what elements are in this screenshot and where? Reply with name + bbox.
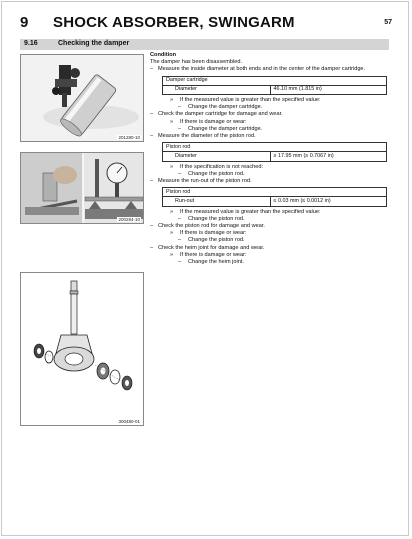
- condition-if: [150, 230, 390, 237]
- action-text: Change the damper cartridge.: [188, 104, 263, 111]
- figure-heim-joint-drawing: [20, 272, 144, 426]
- spec-name: Diameter: [163, 152, 271, 161]
- spec-table-piston-rod-diameter: [162, 142, 387, 161]
- spec-table-piston-rod-runout: [162, 187, 387, 206]
- heim-joint-exploded-drawing: [21, 273, 144, 426]
- action: [150, 171, 390, 178]
- condition-if: [150, 252, 390, 259]
- action-text: Change the damper cartridge.: [188, 125, 263, 132]
- action: [150, 216, 390, 223]
- step-check-cartridge: [150, 111, 390, 118]
- step-text: Check the damper cartridge for damage and wear.: [158, 111, 283, 118]
- spec-value: ≤ 0.03 mm (≤ 0.0012 in): [270, 197, 386, 206]
- action: [150, 237, 390, 244]
- spec-table-header: Piston rod: [163, 188, 387, 197]
- condition-if: [150, 119, 390, 126]
- condition-if-text: If the measured value is greater than the specified value:: [180, 97, 321, 104]
- page-number: 57: [384, 19, 392, 26]
- condition-if-text: If there is damage or wear:: [180, 118, 247, 125]
- figure-damper-cartridge-photo: [20, 54, 144, 142]
- condition-if: [150, 97, 390, 104]
- spec-name: Diameter: [163, 85, 271, 94]
- section-number: 9.16: [24, 40, 38, 47]
- condition-if-text: If the specification is not reached:: [180, 163, 264, 170]
- step-text: Check the piston rod for damage and wear.: [158, 223, 265, 230]
- step-text: Measure the inside diameter at both ends and in the center of the damper cartridge.: [158, 66, 366, 73]
- page-header: [20, 14, 392, 36]
- spec-table-damper-cartridge: [162, 76, 387, 95]
- action-text: Change the piston rod.: [188, 237, 245, 244]
- chapter-number: 9: [20, 14, 29, 31]
- condition-if: [150, 209, 390, 216]
- step-measure-runout: [150, 178, 390, 185]
- spec-name: Run-out: [163, 197, 271, 206]
- spec-value: 46.10 mm (1.815 in): [270, 85, 386, 94]
- action-text: Change the heim joint.: [188, 259, 244, 266]
- step-text: Measure the diameter of the piston rod.: [158, 133, 256, 140]
- section-title: Checking the damper: [58, 40, 130, 47]
- condition-if-text: If there is damage or wear:: [180, 230, 247, 237]
- spec-value: ≥ 17.95 mm (≥ 0.7067 in): [270, 152, 386, 161]
- condition-text: The damper has been disassembled.: [150, 59, 243, 66]
- piston-rod-runout-image: [21, 153, 144, 224]
- condition-if-text: If the measured value is greater than the specified value:: [180, 208, 321, 215]
- spec-table-header: Piston rod: [163, 143, 387, 152]
- condition-heading: Condition: [150, 52, 177, 58]
- chapter-title: SHOCK ABSORBER, SWINGARM: [53, 14, 295, 31]
- spec-table-header: Damper cartridge: [163, 76, 387, 85]
- step-text: Measure the run-out of the piston rod.: [158, 178, 252, 185]
- action: [150, 104, 390, 111]
- procedure-text: [150, 52, 390, 266]
- action: [150, 126, 390, 133]
- condition-if-text: If there is damage or wear:: [180, 251, 247, 258]
- figure-label: 200284-10: [118, 217, 140, 222]
- section-bar: [20, 39, 389, 50]
- action-text: Change the piston rod.: [188, 215, 245, 222]
- damper-cartridge-image: [21, 55, 144, 142]
- figure-piston-rod-photo: [20, 152, 144, 224]
- step-measure-piston-rod: [150, 133, 390, 140]
- figure-label: 201280-10: [118, 135, 140, 140]
- action: [150, 259, 390, 266]
- step-text: Check the heim joint for damage and wear.: [158, 244, 265, 251]
- step-check-piston-rod: [150, 223, 390, 230]
- figure-label: 300480-01: [118, 419, 140, 424]
- step-measure-cartridge: [150, 66, 390, 73]
- step-check-heim-joint: [150, 245, 390, 252]
- action-text: Change the piston rod.: [188, 170, 245, 177]
- condition-if: [150, 164, 390, 171]
